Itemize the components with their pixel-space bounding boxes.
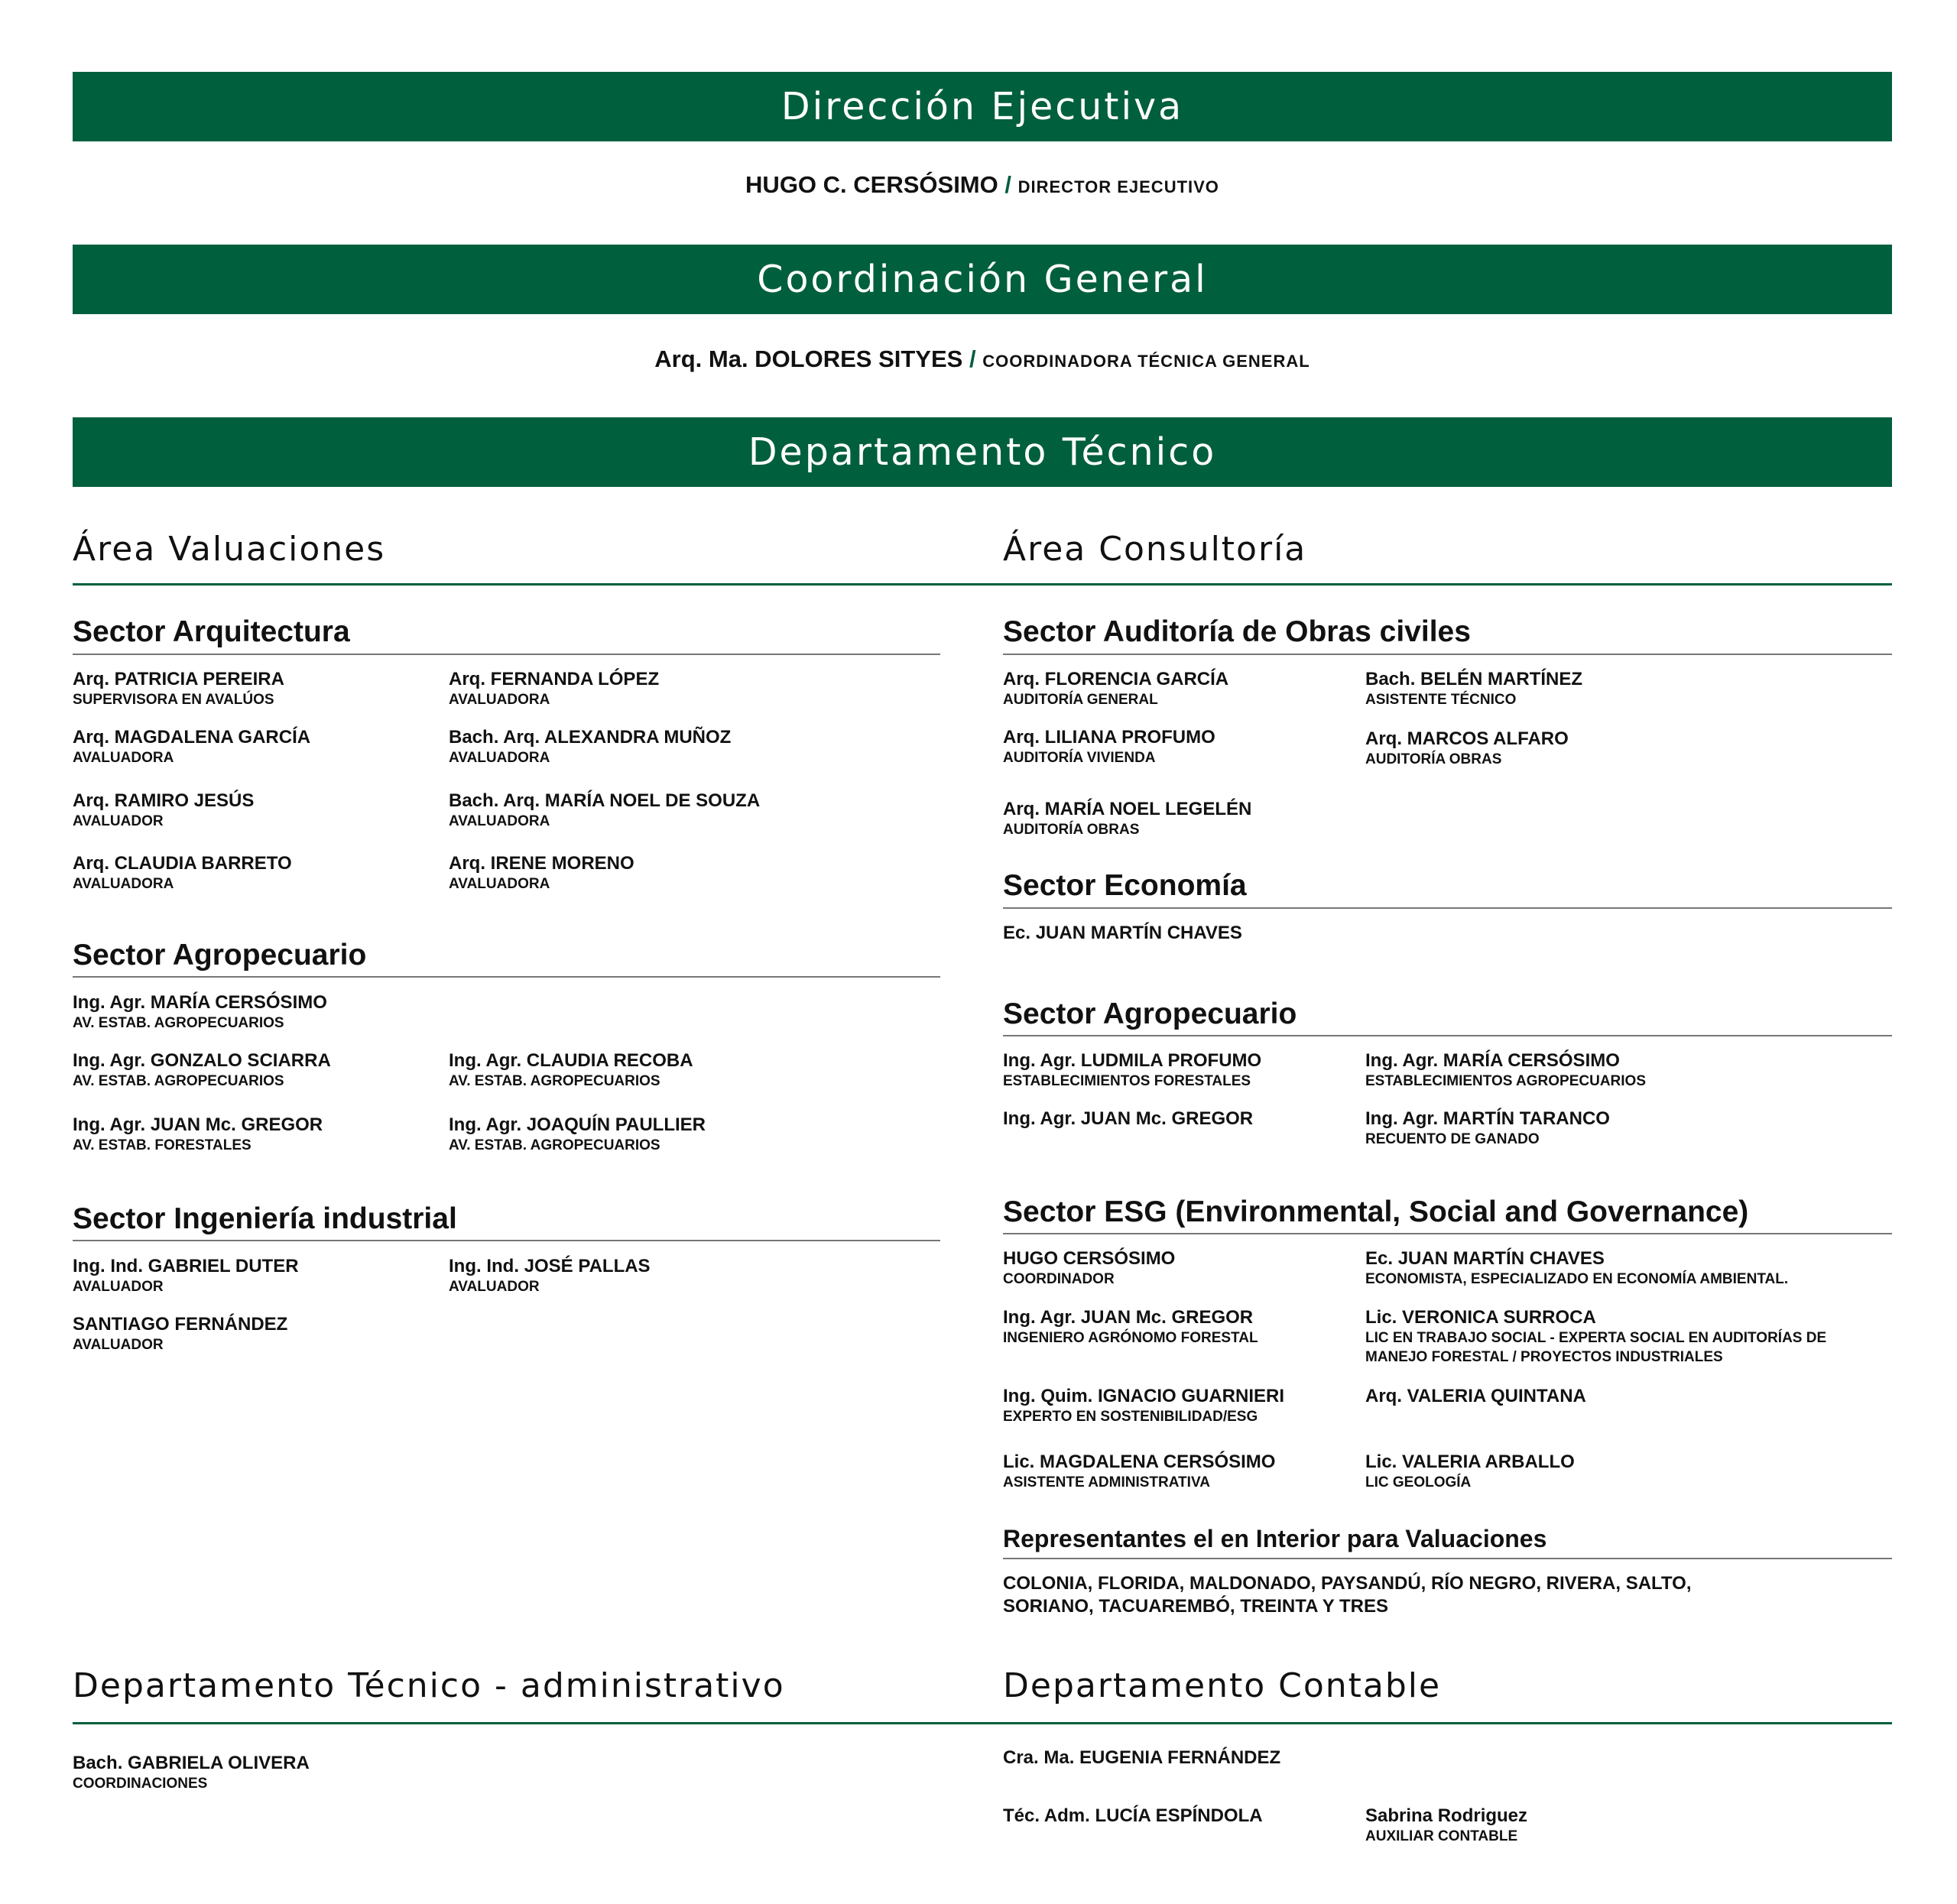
sector-agropecuario-consultoria-title: Sector Agropecuario [1003,997,1297,1030]
person-role: INGENIERO AGRÓNOMO FORESTAL [1003,1330,1258,1346]
person-name: Ec. JUAN MARTÍN CHAVES [1365,1248,1605,1269]
person-role: AVALUADOR [73,1279,164,1295]
director-role: DIRECTOR EJECUTIVO [1017,177,1219,196]
person-name: Bach. GABRIELA OLIVERA [73,1753,310,1773]
person-role: AUXILIAR CONTABLE [1365,1828,1518,1844]
person-role: AVALUADORA [449,692,550,708]
sector-divider [73,654,940,655]
person-name: Ing. Quim. IGNACIO GUARNIERI [1003,1386,1285,1406]
person-role: AV. ESTAB. AGROPECUARIOS [73,1015,284,1031]
coordinator-role: COORDINADORA TÉCNICA GENERAL [982,352,1310,371]
person-role: AV. ESTAB. AGROPECUARIOS [449,1073,660,1089]
person-name: Arq. MARCOS ALFARO [1365,728,1569,749]
area-valuaciones-title: Área Valuaciones [73,530,386,569]
person-card [1003,1307,1258,1348]
person-role: AUDITORÍA GENERAL [1003,692,1158,708]
sector-economia-title: Sector Economía [1003,869,1247,902]
person-card [449,790,760,831]
person-card [1003,799,1251,839]
sector-divider [1003,1558,1892,1559]
sector-divider [73,1240,940,1241]
person-role: AVALUADORA [73,750,174,766]
person-role: COORDINACIONES [73,1776,208,1792]
representantes-list: COLONIA, FLORIDA, MALDONADO, PAYSANDÚ, RÍO NEGRO, RIVERA, SALTO, SORIANO, TACUAREMBÓ, TREINTA Y TRES [1003,1573,1692,1617]
person-role: RECUENTO DE GANADO [1365,1131,1540,1147]
person-card [1003,923,1242,944]
person-role: AVALUADOR [73,1337,164,1353]
person-name: Sabrina Rodriguez [1365,1805,1528,1826]
person-card [73,727,310,767]
person-name: Lic. VERONICA SURROCA [1365,1307,1596,1328]
sector-divider [1003,907,1892,909]
person-name: Cra. Ma. EUGENIA FERNÁNDEZ [1003,1747,1281,1768]
person-role: AV. ESTAB. FORESTALES [73,1137,252,1153]
person-role: AUDITORÍA OBRAS [1003,822,1140,838]
person-card [73,1114,323,1155]
person-card [1365,1108,1610,1149]
person-name: Arq. VALERIA QUINTANA [1365,1386,1586,1406]
person-name: Ing. Agr. LUDMILA PROFUMO [1003,1050,1262,1071]
director-line [73,171,1892,199]
sector-divider [1003,1233,1892,1234]
person-card [449,1256,651,1296]
banner-departamento-tecnico [73,417,1892,487]
person-role: AVALUADOR [449,1279,540,1295]
person-name: Ing. Agr. MARÍA CERSÓSIMO [73,992,327,1013]
person-role: ESTABLECIMIENTOS AGROPECUARIOS [1365,1073,1647,1089]
person-role: LIC EN TRABAJO SOCIAL - EXPERTA SOCIAL EN AUDITORÍAS DE MANEJO FORESTAL / PROYECTOS INDUSTRIALES [1365,1330,1827,1365]
person-card [73,853,292,894]
person-card [1365,1452,1575,1492]
person-card [1003,1386,1284,1426]
sector-arquitectura-title: Sector Arquitectura [73,615,350,648]
person-card [449,1050,693,1091]
sector-auditoria-title: Sector Auditoría de Obras civiles [1003,615,1471,648]
person-name: Ing. Agr. JUAN Mc. GREGOR [1003,1108,1254,1129]
person-role: AVALUADORA [449,876,550,892]
banner-title: Coordinación General [757,258,1208,301]
person-card [449,853,634,894]
depto-tecnico-admin-title: Departamento Técnico - administrativo [73,1666,785,1705]
person-name: Ing. Agr. JUAN Mc. GREGOR [73,1114,323,1135]
person-card [449,1114,706,1155]
banner-direccion-ejecutiva [73,72,1892,141]
person-name: Ing. Ind. JOSÉ PALLAS [449,1256,651,1276]
person-role: EXPERTO EN SOSTENIBILIDAD/ESG [1003,1409,1258,1425]
person-card [1003,1108,1253,1130]
person-card [73,1753,310,1793]
person-card [1365,1386,1586,1407]
person-name: Téc. Adm. LUCÍA ESPÍNDOLA [1003,1805,1263,1826]
person-role: ASISTENTE ADMINISTRATIVA [1003,1474,1210,1490]
area-consultoria-title: Área Consultoría [1003,530,1307,569]
person-name: Ing. Ind. GABRIEL DUTER [73,1256,299,1276]
person-name: Ec. JUAN MARTÍN CHAVES [1003,923,1242,943]
person-card [1365,1307,1885,1367]
person-card [1003,1452,1275,1492]
person-name: Lic. MAGDALENA CERSÓSIMO [1003,1452,1276,1472]
person-name: Arq. IRENE MORENO [449,853,634,874]
person-name: HUGO CERSÓSIMO [1003,1248,1176,1269]
coordinator-name: Arq. Ma. DOLORES SITYES [654,345,963,372]
person-card [73,1256,299,1296]
separator: / [969,345,976,372]
person-card [1003,669,1228,709]
person-role: ASISTENTE TÉCNICO [1365,692,1517,708]
person-role: AV. ESTAB. AGROPECUARIOS [73,1073,284,1089]
person-name: Ing. Agr. MARTÍN TARANCO [1365,1108,1610,1129]
person-card [449,727,731,767]
person-card [1003,1050,1261,1091]
person-name: Lic. VALERIA ARBALLO [1365,1452,1575,1472]
person-card [1003,727,1215,767]
person-name: Arq. MARÍA NOEL LEGELÉN [1003,799,1252,819]
representantes-title: Representantes el en Interior para Valuaciones [1003,1525,1547,1552]
person-name: Bach. Arq. MARÍA NOEL DE SOUZA [449,790,761,811]
person-card [1365,728,1569,769]
person-card [73,1314,287,1354]
person-card [1365,669,1582,709]
sector-agropecuario-title: Sector Agropecuario [73,939,367,971]
person-name: Arq. LILIANA PROFUMO [1003,727,1215,748]
person-name: Arq. RAMIRO JESÚS [73,790,255,811]
sector-divider [1003,1035,1892,1036]
person-card [73,669,284,709]
sector-divider [73,976,940,978]
area-divider [73,583,1892,585]
banner-coordinacion-general [73,245,1892,314]
director-name: HUGO C. CERSÓSIMO [745,171,998,198]
person-role: AUDITORÍA OBRAS [1365,751,1502,767]
person-role: ESTABLECIMIENTOS FORESTALES [1003,1073,1251,1089]
person-name: Arq. FLORENCIA GARCÍA [1003,669,1229,689]
person-role: AVALUADORA [449,750,550,766]
person-name: Bach. BELÉN MARTÍNEZ [1365,669,1583,689]
person-role: AUDITORÍA VIVIENDA [1003,750,1156,766]
person-card [73,1050,331,1091]
person-card [1003,1248,1175,1289]
banner-title: Departamento Técnico [748,430,1217,474]
person-card [1003,1805,1263,1827]
person-role: AVALUADORA [73,876,174,892]
person-name: Ing. Agr. JOAQUÍN PAULLIER [449,1114,706,1135]
person-role: ECONOMISTA, ESPECIALIZADO EN ECONOMÍA AMBIENTAL. [1365,1271,1789,1287]
department-divider [73,1722,1892,1724]
person-name: Ing. Agr. CLAUDIA RECOBA [449,1050,693,1071]
person-card [73,790,254,831]
banner-title: Dirección Ejecutiva [781,85,1184,128]
person-role: LIC GEOLOGÍA [1365,1474,1472,1490]
person-card [1365,1248,1788,1289]
person-name: Arq. CLAUDIA BARRETO [73,853,292,874]
sector-esg-title: Sector ESG (Environmental, Social and Governance) [1003,1195,1749,1228]
person-card [1365,1805,1527,1846]
person-role: COORDINADOR [1003,1271,1115,1287]
person-name: Ing. Agr. MARÍA CERSÓSIMO [1365,1050,1620,1071]
person-name: Bach. Arq. ALEXANDRA MUÑOZ [449,727,732,748]
person-name: Ing. Agr. JUAN Mc. GREGOR [1003,1307,1254,1328]
sector-divider [1003,654,1892,655]
person-role: AV. ESTAB. AGROPECUARIOS [449,1137,660,1153]
person-name: Arq. FERNANDA LÓPEZ [449,669,660,689]
person-name: Ing. Agr. GONZALO SCIARRA [73,1050,331,1071]
person-role: SUPERVISORA EN AVALÚOS [73,692,274,708]
separator: / [1004,171,1011,198]
person-name: Arq. MAGDALENA GARCÍA [73,727,311,748]
person-card [73,992,327,1033]
person-name: SANTIAGO FERNÁNDEZ [73,1314,288,1335]
person-role: AVALUADOR [73,813,164,829]
person-name: Arq. PATRICIA PEREIRA [73,669,284,689]
person-card [1365,1050,1646,1091]
coordinator-line [73,345,1892,373]
person-card [449,669,659,709]
person-card [1003,1747,1280,1769]
person-role: AVALUADORA [449,813,550,829]
depto-contable-title: Departamento Contable [1003,1666,1442,1705]
sector-industrial-title: Sector Ingeniería industrial [73,1202,457,1235]
